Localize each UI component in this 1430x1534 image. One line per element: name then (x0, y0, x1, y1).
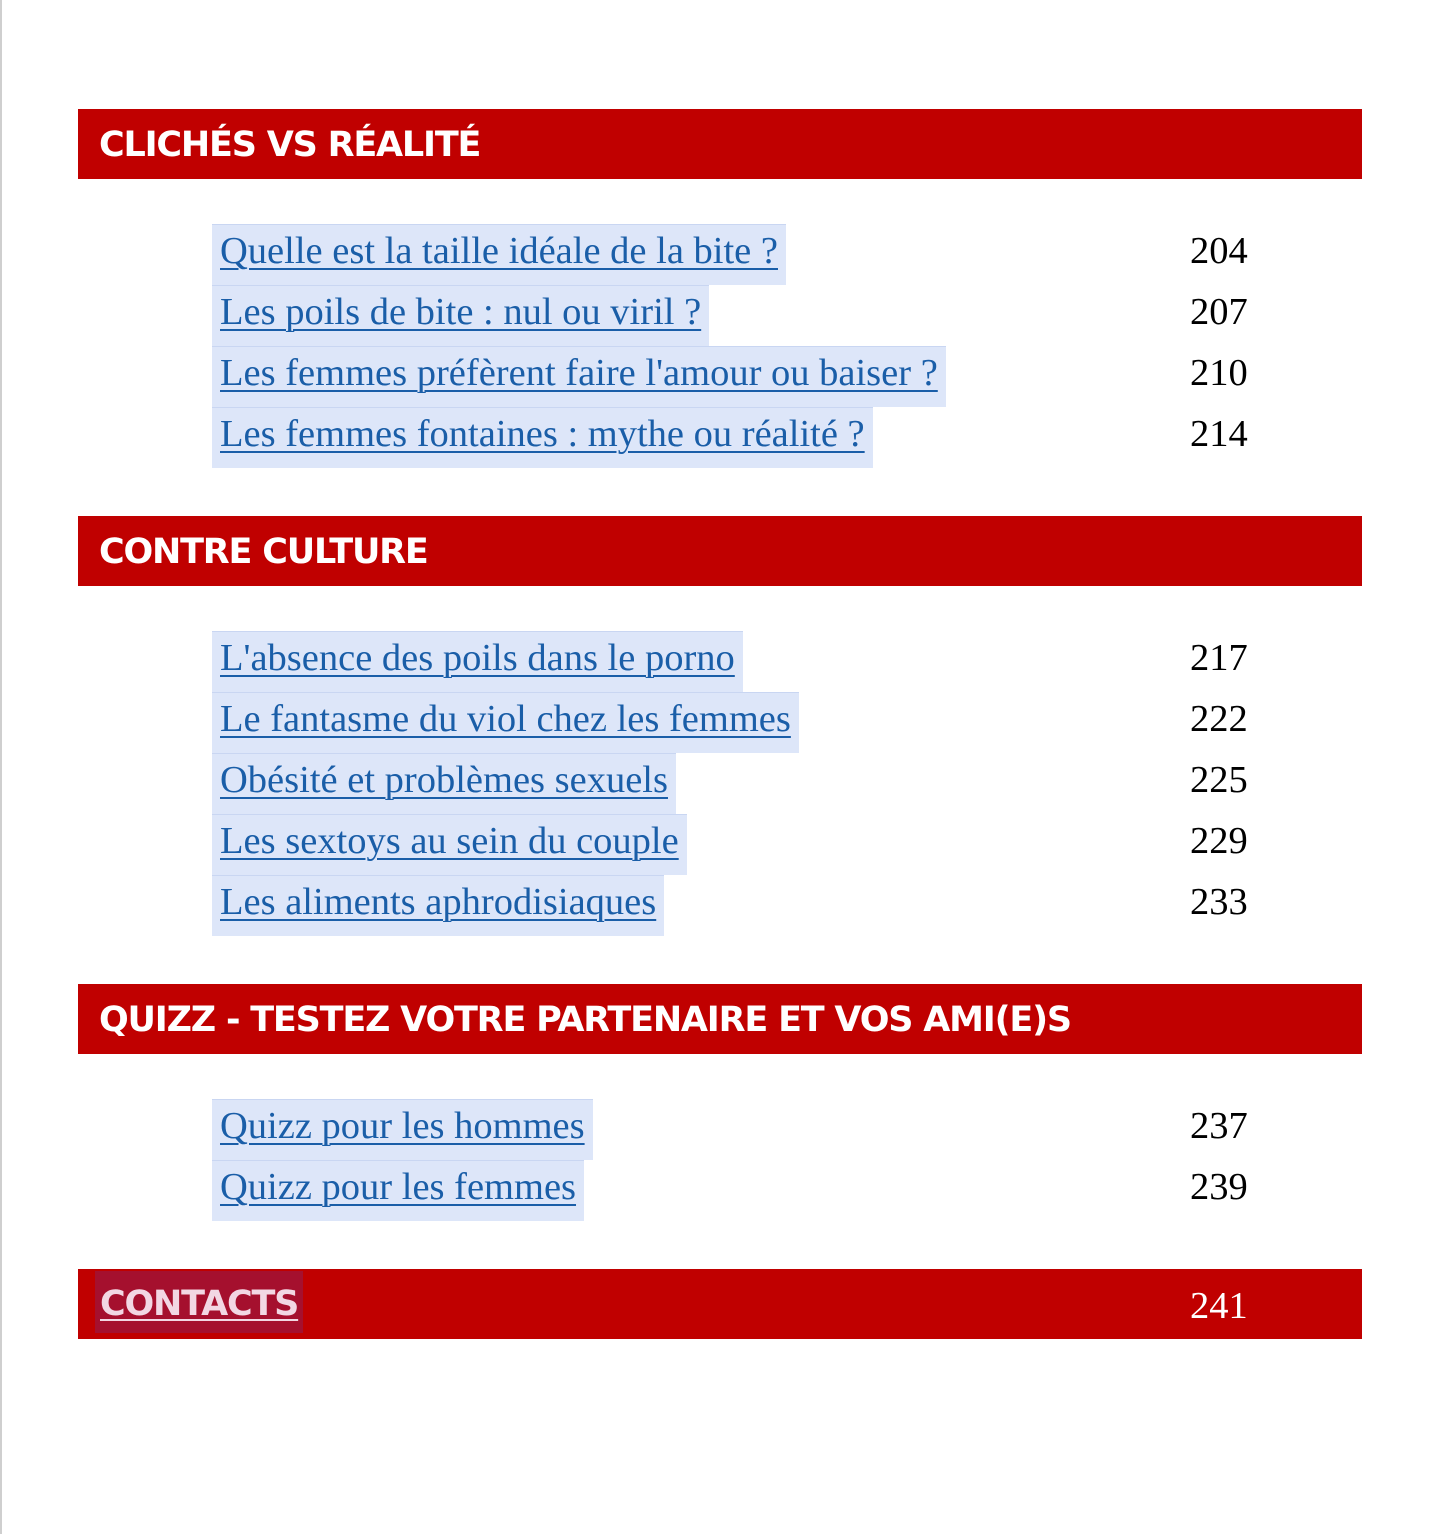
toc-entry (212, 1160, 1362, 1221)
toc-page-number: 237 (1190, 1105, 1248, 1147)
toc-entry-link[interactable]: L'absence des poils dans le porno (212, 631, 743, 692)
toc-page-number: 214 (1190, 413, 1248, 455)
page-edge (0, 0, 2, 1534)
section-title: CLICHÉS VS RÉALITÉ (99, 125, 481, 165)
section-entries-contre-culture (212, 631, 1362, 936)
toc-entry (212, 631, 1362, 692)
toc-page-number: 210 (1190, 352, 1248, 394)
toc-page-number: 207 (1190, 291, 1248, 333)
section-header-cliches (78, 109, 1362, 179)
toc-page-number: 225 (1190, 759, 1248, 801)
toc-entry-link[interactable]: Quelle est la taille idéale de la bite ? (212, 224, 786, 285)
toc-page-number: 222 (1190, 698, 1248, 740)
section-title: CONTRE CULTURE (99, 532, 428, 572)
toc-page-number: 233 (1190, 881, 1248, 923)
toc-entry-link[interactable]: Quizz pour les femmes (212, 1160, 584, 1221)
toc-entry (212, 224, 1362, 285)
section-header-contacts (78, 1269, 1362, 1339)
toc-entry-link[interactable]: Les aliments aphrodisiaques (212, 875, 664, 936)
toc-entry-link[interactable]: Obésité et problèmes sexuels (212, 753, 676, 814)
section-title: QUIZZ - TESTEZ VOTRE PARTENAIRE ET VOS AMI(E)S (99, 1000, 1071, 1040)
toc-entry-link[interactable]: Le fantasme du viol chez les femmes (212, 692, 799, 753)
toc-page-number: 204 (1190, 230, 1248, 272)
toc-page-number: 239 (1190, 1166, 1248, 1208)
section-header-quizz (78, 984, 1362, 1054)
section-header-contre-culture (78, 516, 1362, 586)
toc-entry-link[interactable]: Les femmes préfèrent faire l'amour ou baiser ? (212, 346, 946, 407)
toc-entry (212, 875, 1362, 936)
toc-entry (212, 692, 1362, 753)
toc-page-number: 217 (1190, 637, 1248, 679)
toc-entry (212, 814, 1362, 875)
section-entries-cliches (212, 224, 1362, 468)
section-entries-quizz (212, 1099, 1362, 1221)
toc-page-number: 229 (1190, 820, 1248, 862)
toc-entry (212, 407, 1362, 468)
toc-entry-link[interactable]: Les poils de bite : nul ou viril ? (212, 285, 709, 346)
contacts-link[interactable]: CONTACTS (95, 1271, 303, 1333)
toc-entry-link[interactable]: Les femmes fontaines : mythe ou réalité ? (212, 407, 873, 468)
toc-entry (212, 753, 1362, 814)
toc-entry (212, 285, 1362, 346)
toc-entry (212, 346, 1362, 407)
toc-entry (212, 1099, 1362, 1160)
contacts-page-number: 241 (1190, 1285, 1248, 1327)
toc-entry-link[interactable]: Les sextoys au sein du couple (212, 814, 687, 875)
toc-entry-link[interactable]: Quizz pour les hommes (212, 1099, 593, 1160)
